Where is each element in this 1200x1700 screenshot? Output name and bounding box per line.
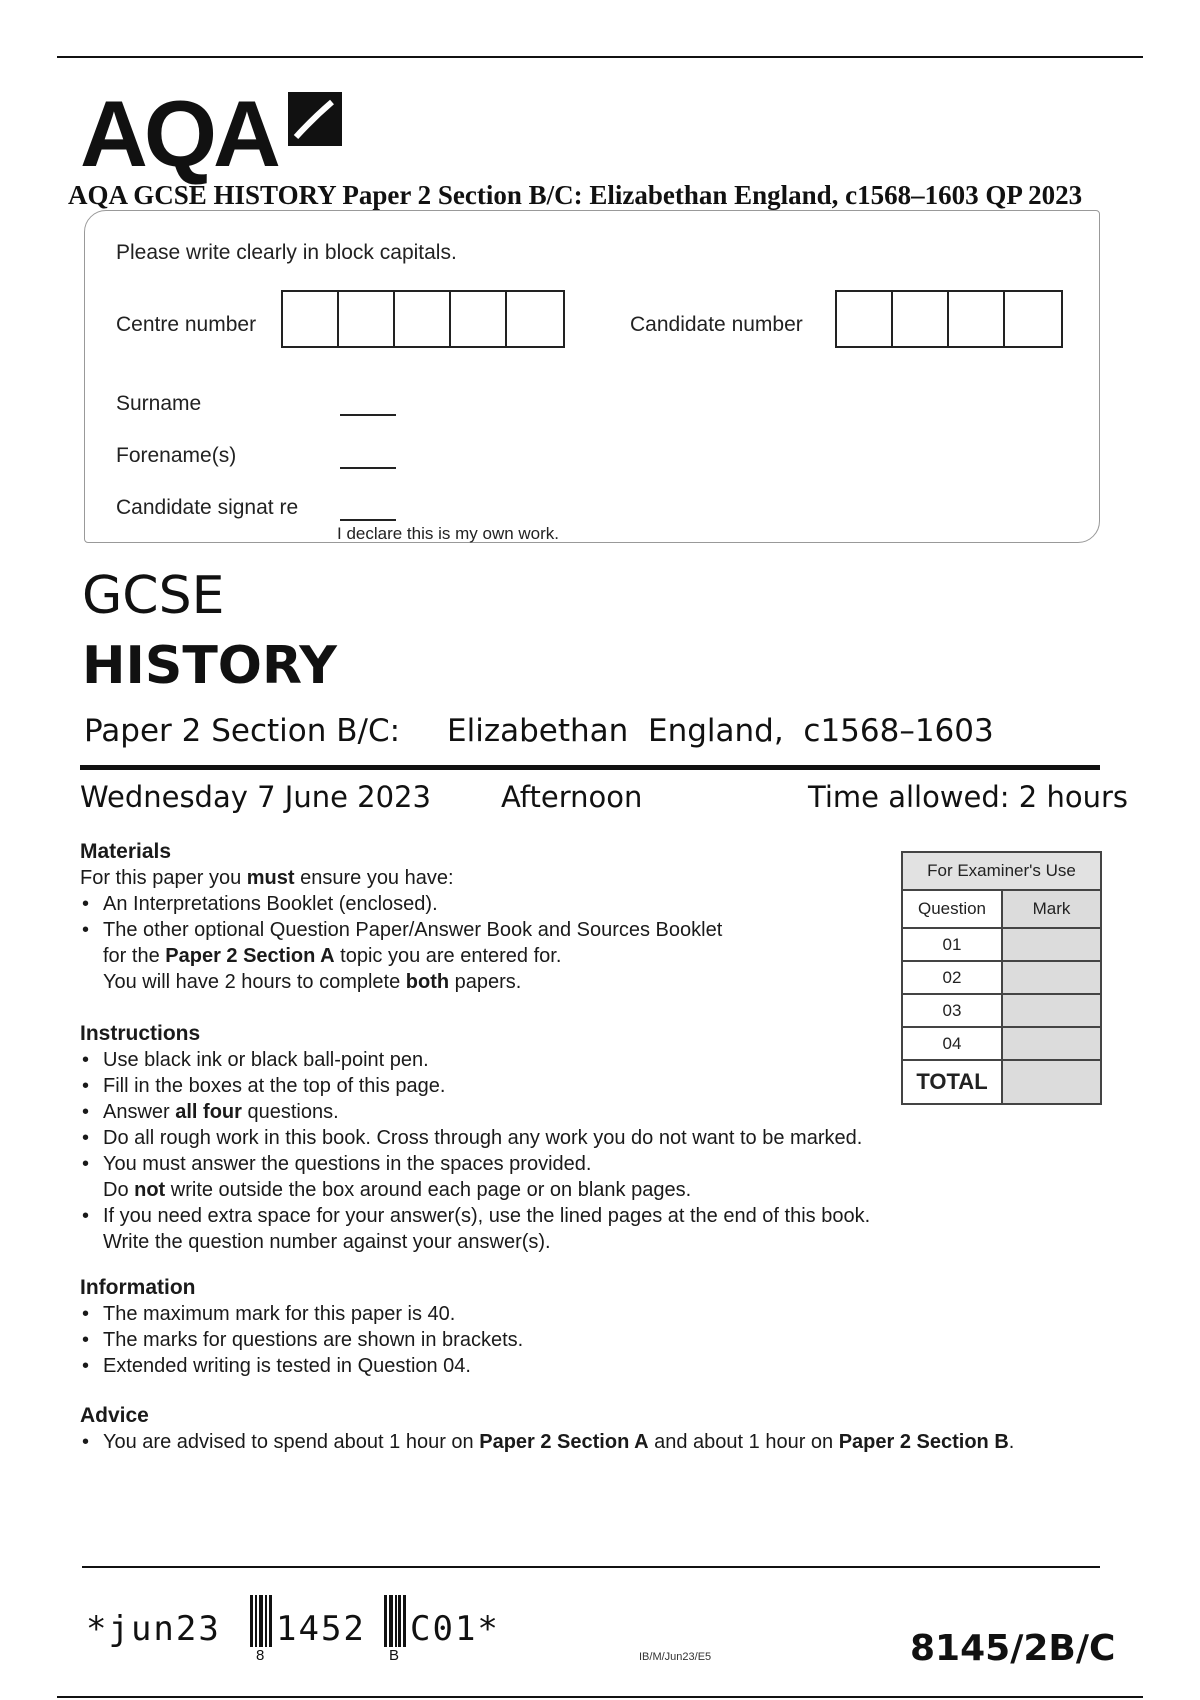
list-item-line: • You must answer the questions in the spaces provided. [103,1153,592,1175]
footer-rule [82,1566,1100,1568]
surname-field[interactable] [340,414,396,416]
aqa-mark-icon [286,90,344,148]
list-item: • An Interpretations Booklet (enclosed). [80,891,722,917]
centre-digit-box[interactable] [283,292,339,346]
text-run-bold: Paper 2 Section A [165,945,335,967]
aqa-logo [80,81,350,186]
logo-text: AQA [80,81,277,186]
question-number: 02 [902,961,1002,994]
barcode-label: B [389,1647,400,1664]
text-run-bold: all four [175,1101,242,1123]
table-row [902,961,1101,994]
information-heading: Information [80,1276,196,1299]
list-item-line [103,943,722,969]
paper-code: 8145/2B/C [910,1628,1116,1669]
text-run: papers. [449,971,522,993]
table-row [902,994,1101,1027]
barcode-text: C01* [410,1609,500,1649]
barcode-bars [384,1595,406,1647]
advice-section [80,1403,1014,1455]
examiner-table-title: For Examiner's Use [902,852,1101,890]
text-run-bold: not [134,1179,166,1201]
table-row [902,1060,1101,1104]
list-item: • The marks for questions are shown in brackets. [80,1327,523,1353]
text-run: You will have 2 hours to complete [103,971,406,993]
list-item: • Use black ink or black ball-point pen. [80,1047,870,1073]
advice-heading: Advice [80,1404,149,1427]
text-run: You are advised to spend about 1 hour on [103,1431,480,1453]
centre-digit-box[interactable] [339,292,395,346]
list-item-line: • The other optional Question Paper/Answer Book and Sources Booklet [103,919,723,941]
mark-column-header: Mark [1002,890,1101,928]
candidate-digit-box[interactable] [1005,292,1061,346]
text-run-bold: Paper 2 Section B [838,1431,1009,1453]
surname-label: Surname [116,392,202,415]
text-run-bold: both [405,971,450,993]
forenames-field[interactable] [340,467,396,469]
text-run: and about 1 hour on [648,1431,839,1453]
list-item [80,1429,1014,1455]
signature-label: Candidate signat re [116,496,299,519]
centre-digit-box[interactable] [451,292,507,346]
materials-intro-text: For this paper you [80,867,247,889]
reference-code: IB/M/Jun23/E5 [639,1651,712,1663]
barcode-label: 8 [256,1647,265,1664]
instructions-section [80,1021,870,1255]
text-run: questions. [241,1101,339,1123]
list-item [80,1099,870,1125]
question-number: 01 [902,928,1002,961]
forenames-label: Forename(s) [116,444,237,467]
materials-heading: Materials [80,840,172,863]
text-run: Do [103,1179,135,1201]
question-column-header: Question [902,890,1002,928]
exam-date: Wednesday 7 June 2023 [80,780,431,814]
centre-number-label: Centre number [116,313,257,336]
time-allowed: Time allowed: 2 hours [808,780,1128,814]
block-capitals-instruction: Please write clearly in block capitals. [116,241,457,264]
barcode-text: *jun23 [86,1609,221,1649]
table-row [902,928,1101,961]
own-work-declaration: I declare this is my own work. [337,524,560,543]
centre-number-boxes[interactable] [281,290,565,348]
exam-session: Afternoon [501,780,643,814]
candidate-number-label: Candidate number [630,313,803,336]
materials-section [80,839,722,995]
list-item-line [103,969,722,995]
document-heading: AQA GCSE HISTORY Paper 2 Section B/C: Elizabethan England, c1568–1603 QP 2023 [68,180,1083,210]
centre-digit-box[interactable] [507,292,563,346]
list-item-line: Write the question number against your answer(s). [103,1231,551,1253]
candidate-details-box [84,210,1100,543]
list-item-line: • If you need extra space for your answer(s), use the lined pages at the end of this book. [103,1205,871,1227]
signature-field[interactable] [340,519,396,521]
list-item: • Fill in the boxes at the top of this page. [80,1073,870,1099]
text-run: write outside the box around each page or on blank pages. [165,1179,692,1201]
list-item [80,917,722,995]
list-item: • Do all rough work in this book. Cross through any work you do not want to be marked. [80,1125,870,1151]
mark-cell[interactable] [1002,928,1101,961]
list-item: • Extended writing is tested in Question 04. [80,1353,523,1379]
materials-intro-bold: must [246,867,295,889]
list-item [80,1203,870,1255]
centre-digit-box[interactable] [395,292,451,346]
barcode [86,1595,536,1670]
total-mark-cell[interactable] [1002,1060,1101,1104]
subject-title: HISTORY [82,636,337,696]
top-rule [57,56,1143,58]
mark-cell[interactable] [1002,1027,1101,1060]
examiner-use-table [901,851,1102,1105]
paper-title: Paper 2 Section B/C: [84,713,401,749]
materials-intro-text: ensure you have: [294,867,454,889]
candidate-digit-box[interactable] [837,292,893,346]
text-run: Answer [103,1101,176,1123]
candidate-digit-box[interactable] [893,292,949,346]
barcode-text: 1452 [276,1609,366,1649]
mark-cell[interactable] [1002,961,1101,994]
candidate-number-boxes[interactable] [835,290,1063,348]
question-number: 04 [902,1027,1002,1060]
list-item [80,1151,870,1203]
candidate-digit-box[interactable] [949,292,1005,346]
total-label: TOTAL [902,1060,1002,1104]
text-run: topic you are entered for. [334,945,562,967]
text-run: for the [103,945,166,967]
text-run: . [1008,1431,1015,1453]
qualification-title: GCSE [82,566,225,626]
list-item-line [103,1177,870,1203]
question-number: 03 [902,994,1002,1027]
title-rule [80,765,1100,770]
mark-cell[interactable] [1002,994,1101,1027]
information-section [80,1275,523,1379]
list-item: • The maximum mark for this paper is 40. [80,1301,523,1327]
instructions-heading: Instructions [80,1022,201,1045]
barcode-bars [250,1595,272,1647]
materials-intro [80,865,722,891]
topic-title: Elizabethan England, c1568–1603 [447,713,994,749]
table-row [902,1027,1101,1060]
text-run-bold: Paper 2 Section A [479,1431,649,1453]
bottom-rule [57,1696,1143,1698]
